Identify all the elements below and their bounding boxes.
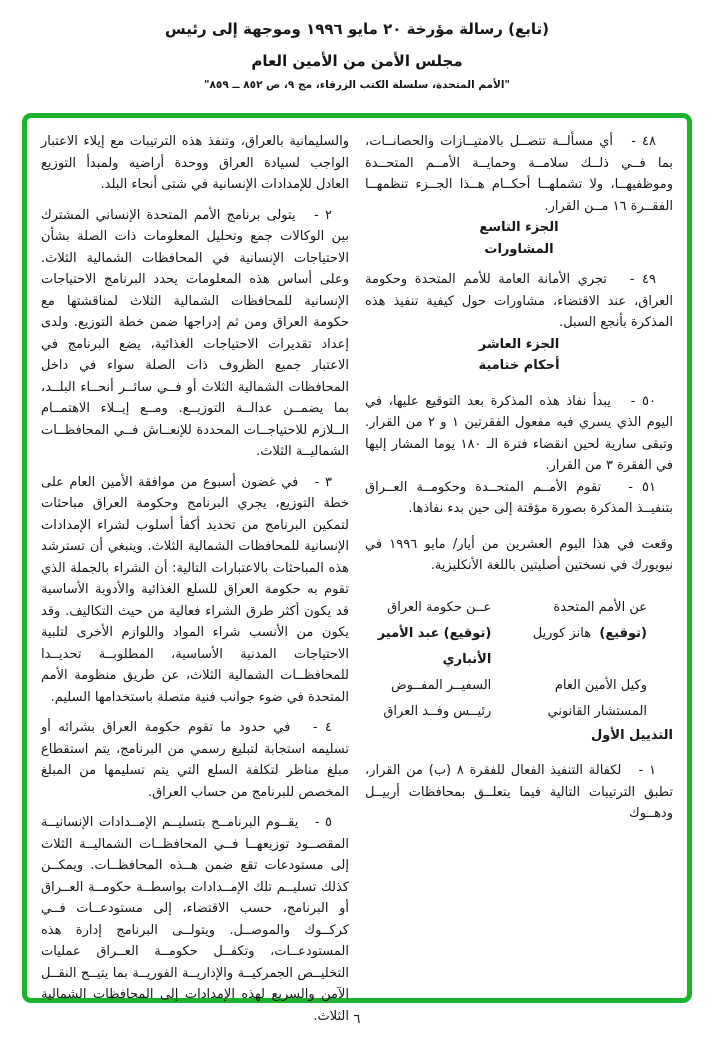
signature-un-title2: المستشار القانوني — [547, 703, 647, 719]
signature-row-party — [365, 595, 673, 621]
green-border-frame — [22, 113, 692, 1024]
heading-consultations: المشاورات — [484, 241, 554, 257]
signature-iraq-title1: السفيــر المفــوض — [390, 677, 492, 693]
signature-iraq-name-line — [365, 621, 491, 673]
paragraph-2: ٢ - يتولى برنامج الأمم المتحدة الإنساني المشترك بين الوكالات جمع وتحليل المعلومات ذات الصلة بشأن الاحتياجات الإنسانية في المحافظات الشمالية الثلاث. وعلى أساس هذه المعلومات يحدد البرنامج الاحتياجات الإنسانية للمحافظات الشمالية الثلاث لمناقشتها مع حكومة العراق ومن ثم إدراجها ضمن خطة التوزيع. ولدى إعداد تقديرات الاحتياجات الغذائية، يضع البرنامج في الاعتبار جميع الظروف ذات الصلة سواء في داخل المحافظات الشمالية الثلاث أو فــي سائــر أنحــاء البلــد، بما يضمــن عدالــة التوزيــع. ومــع إيــلاء الاهتمــام الــلازم للاحتياجــات المحددة للإنعــاش فــي المحافظــات الشماليــة الثلاث. — [41, 207, 349, 459]
signature-iraq-sign-label: (توقيع) — [443, 625, 492, 641]
two-column-layout — [41, 131, 674, 1024]
paragraph-5: ٥ - يقــوم البرنامــج بتسليــم الإمــدادات الإنسانيــة المقصــود توزيعهــا فــي المحافظــات الشماليــة الثلاث إلى مستودعات تقع ضمن هــذه المحافظــات. ويمكــن كذلك تسليــم تلك الإمــدادات بواسطــة حكومــة العــراق أو البرنامج، حسب الاقتضاء، إلى مستودعــات فــي كركــوك والموصــل. ويتولــى البرنامج إدارة هذه المستودعــات، وتكفــل حكومــة العــراق عمليات التخليــص الجمركيــة والإداريــة الفوريــة بما يتيــح النقــل الآمن والسريع لهذه الإمدادات إلى المحافظات الشمالية الثلاث. — [41, 815, 349, 1024]
heading-final-provisions: أحكام ختامية — [478, 358, 560, 373]
paragraph-51: ٥١ - تقوم الأمــم المتحــدة وحكومــة العــراق بتنفيــذ المذكرة بصورة مؤقتة إلى حين بدء نفاذها. — [365, 479, 673, 516]
paragraph-continuation: والسليمانية بالعراق، وتنفذ هذه الترتيبات مع إيلاء الاعتبار الواجب لسيادة العراق ووحدة أراضيه ولمبدأ التوزيع العادل للإمدادات الإنسانية في شتى أنحاء البلد. — [41, 134, 349, 192]
paragraph-49: ٤٩ - تجري الأمانة العامة للأمم المتحدة وحكومة العراق، عند الاقتضاء، مشاورات حول كيفية تنفيذ هذه المذكرة بأنجع السبل. — [365, 272, 673, 330]
header-title-line2: مجلس الأمن من الأمين العام — [251, 52, 463, 70]
heading-part-nine: الجزء التاسع — [479, 220, 559, 235]
signature-un-sign-label: (توقيع) — [599, 625, 647, 641]
paragraph-4: ٤ - في حدود ما تقوم حكومة العراق بشرائه أو تسليمه استجابة لتبليغ رسمي من البرنامج، يتم استقطاع مبلغ مناظر لتكلفة السلع التي يتم تسليمها من المبلغ المخصص للبرنامج من حساب العراق. — [41, 720, 349, 800]
signature-un-title1: وكيل الأمين العام — [554, 677, 647, 693]
header-title-line1: (تابع) رسالة مؤرخة ٢٠ مايو ١٩٩٦ وموجهة إلى رئيس — [165, 20, 549, 38]
heading-appendix-one: التذييل الأول — [591, 727, 673, 743]
signature-iraq-party: عــن حكومة العراق — [387, 599, 492, 615]
column-right — [365, 131, 673, 985]
signature-un-name-line — [491, 621, 673, 673]
column-left — [41, 131, 349, 1024]
signature-un-party: عن الأمم المتحدة — [553, 599, 647, 615]
signature-un-name: هانز كوريل — [532, 625, 592, 641]
header-source-line: "الأمم المتحدة، سلسلة الكتب الزرقاء، مج ٩، ص ٨٥٢ ــ ٨٥٩" — [204, 79, 510, 91]
closing-statement: وقعت في هذا اليوم العشرين من أيار/ مايو ١٩٩٦ في نيويورك في نسختين أصليتين باللغة الأنكليزية. — [365, 536, 673, 573]
signature-block — [365, 595, 673, 725]
paragraph-50: ٥٠ - يبدأ نفاذ هذه المذكرة بعد التوقيع عليها، في اليوم الذي يسري فيه مفعول الفقرتين ١ و ٢ من القرار. وتبقى سارية لحين انقضاء فترة الـ ١٨٠ يوما المشار إليها في الفقرة ٣ من القرار. — [365, 393, 674, 473]
signature-row-title1 — [365, 673, 673, 699]
signature-row-names — [365, 621, 673, 673]
heading-part-ten: الجزء العاشر — [478, 336, 560, 352]
document-header — [0, 0, 714, 92]
page-number: ٦ — [353, 1012, 361, 1027]
signature-iraq-name: عبد الأمير الأنباري — [377, 625, 492, 667]
signature-iraq-title2: رئيــس وفــد العراق — [383, 703, 492, 719]
paragraph-3: ٣ - في غضون أسبوع من موافقة الأمين العام على خطة التوزيع، يجري البرنامج وحكومة العراق مباحثات لتمكين البرنامج من تحديد أكفأ أسلوب لشراء الإمدادات الإنسانية للمحافظات الشمالية الثلاث. وينبغي أن تسترشد هذه المباحثات بالاعتبارات التالية: أن الشراء بالجملة الذي تقوم به حكومة العراق للسلع الغذائية والأدوية الأساسية قد يكون أكثر طرق الشراء فعالية من حيث التكاليف. وقد يكون من الأنسب شراء المواد واللوازم الأخرى لتلبية الاحتياجات المدنية الأساسية، المطلوبــة تحديــدا للمحافظــات الشمالية الثلاث، عن طريق منظومة الأمم المتحدة في ضوء جوانب فنية متصلة باستخدامها السليم. — [41, 474, 349, 705]
paragraph-appendix-1: ١ - لكفالة التنفيذ الفعال للفقرة ٨ (ب) من القرار، تطبق الترتيبات التالية فيما يتعلــق بمحافظات أربيــل ودهــوك — [365, 763, 673, 821]
paragraph-48: ٤٨ - أي مسألــة تتصــل بالامتيــازات والحصانــات، بما فــي ذلــك سلامــة وحمايــة الأمــم المتحــدة وموظفيهــا، ولا تشملهــا أحكــام هــذا الجــزء تنظمهــا الفقــرة ١٦ مــن القرار. — [365, 134, 673, 214]
signature-row-title2 — [365, 699, 673, 725]
